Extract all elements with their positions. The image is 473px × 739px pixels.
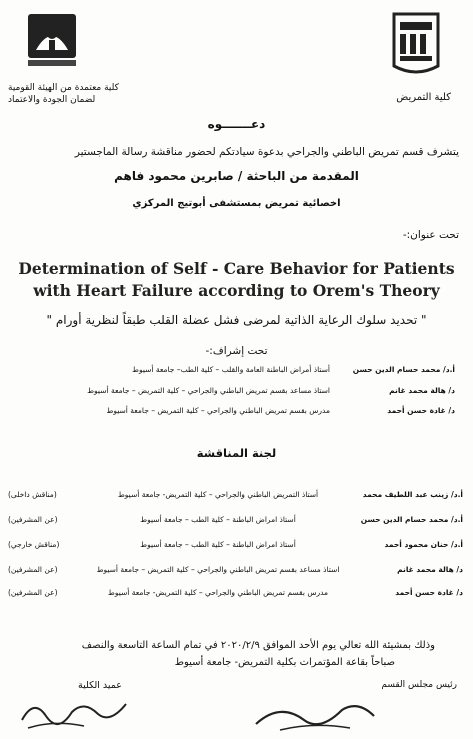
dean-signature: [14, 690, 134, 735]
committee-row: [8, 488, 463, 501]
supervisor-title: أستاذ أمراض الباطنة العامة والقلب – كلية الطب– جامعة أسيوط: [132, 365, 330, 374]
committee-row: [8, 563, 463, 576]
member-name: د/ غادة حسن أحمد: [395, 588, 463, 597]
invitation-heading: دعـــــــوه: [207, 117, 266, 131]
faculty-name: كلية التمريض: [396, 92, 451, 103]
supervisor-name: د/ هالة محمد غانم: [389, 386, 455, 395]
member-role: (عن المشرفين): [8, 565, 58, 574]
thesis-title-ar: " تحديد سلوك الرعاية الذاتية لمرضى فشل عضلة القلب طبقاً لنظرية أورام ": [46, 313, 427, 327]
supervision-heading: تحت إشراف:-: [205, 345, 268, 357]
member-name: أ.د/ زينب عبد اللطيف محمد: [362, 490, 463, 499]
council-head-signature: [250, 696, 380, 736]
closing-text: [15, 637, 435, 671]
supervisor-row: [15, 363, 455, 376]
committee-row: [8, 586, 463, 599]
committee-heading: لجنة المناقشة: [196, 446, 277, 460]
supervisor-row: [15, 384, 455, 397]
dean-label: عميد الكلية: [78, 680, 122, 691]
committee-row: [8, 513, 463, 526]
thesis-title-en: [0, 258, 473, 302]
supervisor-name: أ.د/ محمد حسام الدين حسن: [352, 365, 455, 374]
member-name: د/ هالة محمد غانم: [397, 565, 463, 574]
member-role: (مناقش خارجي): [8, 540, 60, 549]
member-title: أستاذ التمريض الباطني والجراحي – كلية التمريض- جامعة أسيوط: [117, 490, 319, 499]
member-title: أستاذ امراض الباطنة – كلية الطب – جامعة أسيوط: [140, 515, 296, 524]
presenter-name: المقدمة من الباحثة / صابرين محمود فاهم: [114, 169, 359, 183]
supervisor-name: د/ غادة حسن أحمد: [387, 406, 455, 415]
under-title-label: تحت عنوان:-: [402, 229, 459, 241]
member-role: (عن المشرفين): [8, 515, 58, 524]
accreditation-text: كلية معتمدة من الهيئة القومية لضمان الجودة والاعتماد: [8, 83, 119, 105]
supervisor-title: مدرس بقسم تمريض الباطني والجراحي – كلية التمريض – جامعة أسيوط: [106, 406, 330, 415]
member-title: استاذ مساعد بقسم تمريض الباطني والجراحي – كلية التمريض – جامعة أسيوط: [96, 565, 340, 574]
member-role: (عن المشرفين): [8, 588, 58, 597]
member-name: أ.د/ محمد حسام الدين حسن: [360, 515, 463, 524]
member-title: مدرس بقسم تمريض الباطني والجراحي – كلية التمريض- جامعة أسيوط: [107, 588, 329, 597]
closing-line2: صباحاً بقاعة المؤتمرات بكلية التمريض- جامعة أسيوط: [174, 657, 395, 668]
invitation-intro: يتشرف قسم تمريض الباطني والجراحي بدعوة سيادتكم لحضور مناقشة رسالة الماجستير: [74, 146, 459, 158]
university-logo: [386, 8, 446, 80]
presenter-job: اخصائية تمريض بمستشفى أبوتيج المركزي: [132, 198, 341, 209]
thesis-title-en-line2: with Heart Failure according to Orem's Theory: [33, 281, 440, 300]
supervisor-row: [15, 404, 455, 417]
council-head-label: رئيس مجلس القسم: [381, 680, 457, 690]
accreditation-logo: [22, 10, 82, 70]
member-title: أستاذ امراض الباطنة – كلية الطب – جامعة أسيوط: [140, 540, 296, 549]
thesis-title-en-line1: Determination of Self - Care Behavior for Patients: [18, 259, 455, 278]
committee-row: [8, 538, 463, 551]
member-name: أ.د/ حنان محمود أحمد: [384, 540, 463, 549]
member-role: (مناقش داخلى): [8, 490, 57, 499]
supervisor-title: استاذ مساعد بقسم تمريض الباطني والجراحي – كلية التمريض – جامعة أسيوط: [87, 386, 330, 395]
closing-line1: وذلك بمشيئة الله تعالي يوم الأحد الموافق ٢٠٢٠/٢/٩ في تمام الساعة التاسعة والنصف: [81, 640, 435, 651]
